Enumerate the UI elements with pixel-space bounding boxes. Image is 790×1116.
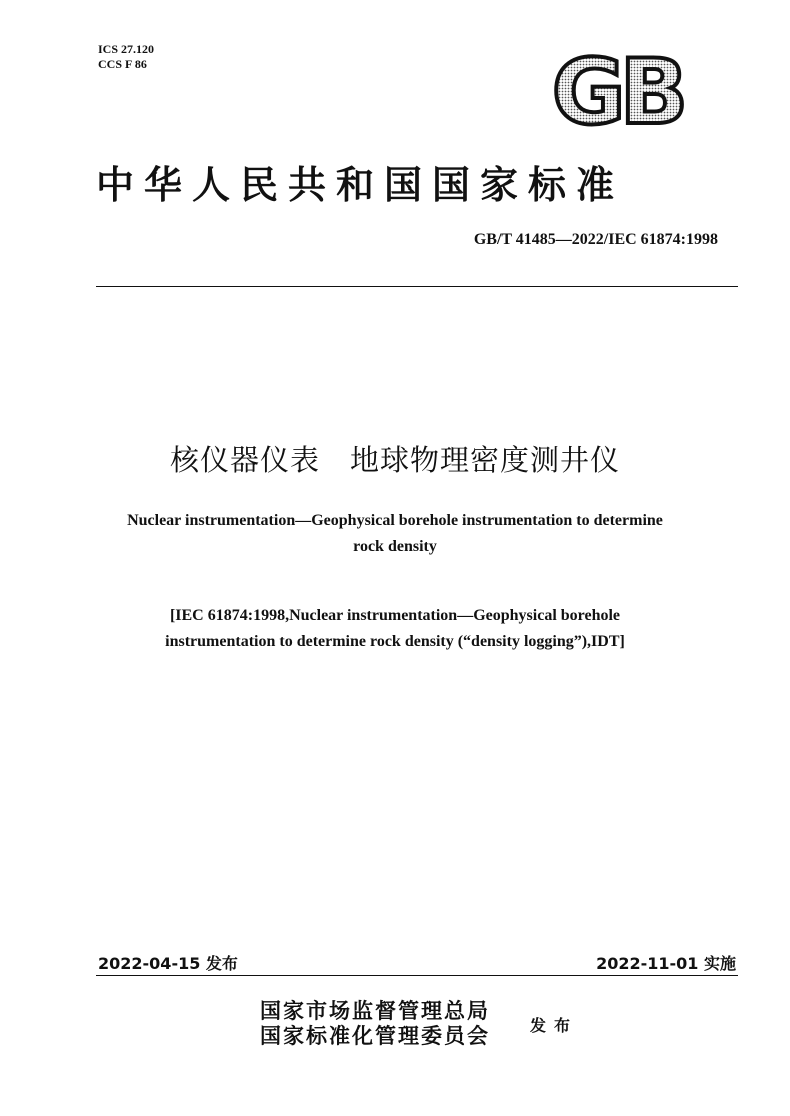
chinese-title xyxy=(0,438,790,479)
classification-codes xyxy=(98,42,154,72)
chinese-title-part1: 核仪器仪表 xyxy=(169,443,320,477)
svg-text:GB: GB xyxy=(551,48,683,130)
issuer-action: 发布 xyxy=(530,1016,579,1035)
implementation-date: 2022-11-01 实施 xyxy=(596,954,736,973)
issuing-authorities xyxy=(260,998,490,1048)
issuer-line1: 国家市场监督管理总局 xyxy=(260,998,490,1023)
ccs-code: CCS F 86 xyxy=(98,57,147,71)
chinese-title-part2: 地球物理密度测井仪 xyxy=(350,443,621,477)
bottom-divider xyxy=(96,975,738,976)
gb-logo xyxy=(540,48,695,130)
standard-type-heading: 中华人民共和国国家标准 xyxy=(96,163,625,207)
english-title-line1: Nuclear instrumentation—Geophysical borehole instrumentation to determine xyxy=(127,512,663,529)
english-title-line2: rock density xyxy=(353,538,437,555)
standard-number: GB/T 41485—2022/IEC 61874:1998 xyxy=(473,231,718,248)
iec-line1: [IEC 61874:1998,Nuclear instrumentation—Geophysical borehole xyxy=(169,607,621,624)
issuer-line2: 国家标准化管理委员会 xyxy=(260,1023,490,1048)
issue-date: 2022-04-15 发布 xyxy=(98,954,238,973)
top-divider xyxy=(96,286,738,287)
iec-line2: instrumentation to determine rock density (“density logging”),IDT] xyxy=(165,633,625,650)
iec-equivalence xyxy=(95,603,695,655)
ics-code: ICS 27.120 xyxy=(98,42,155,56)
english-title xyxy=(95,508,695,560)
